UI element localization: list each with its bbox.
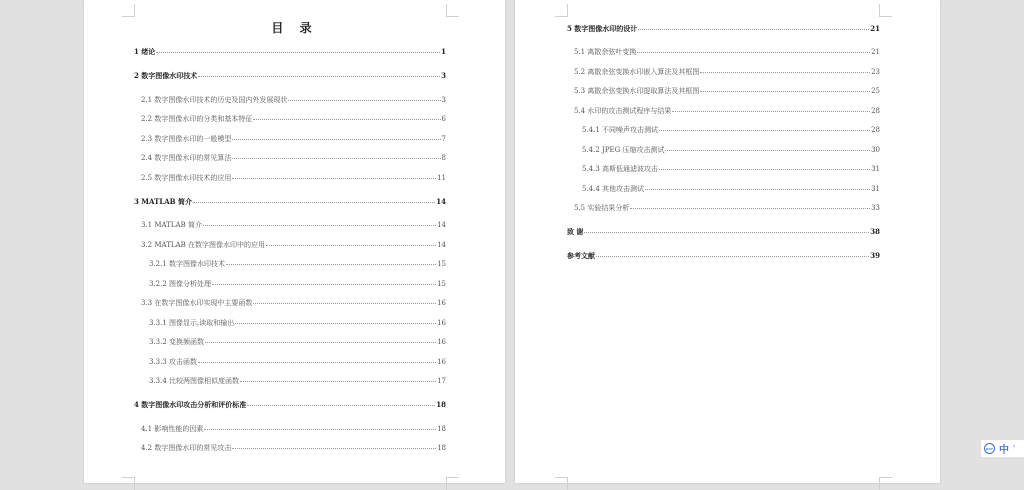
toc-entry-label: 3.3.4 比较两图像相似度函数 (149, 377, 240, 385)
toc-entry-label: 5.4.3 高斯低通滤波攻击 (582, 165, 659, 173)
toc-entry-label: 1 绪论 (134, 47, 156, 56)
toc-entry-page-number: 3 (441, 96, 446, 104)
margin-corner-mark (446, 477, 459, 490)
toc-entry-label: 2.5 数字图像水印技术的应用 (141, 174, 232, 182)
toc-entry[interactable] (567, 251, 880, 261)
document-page-1 (84, 0, 505, 483)
toc-entry-page-number: 16 (437, 338, 446, 346)
toc-entry-label: 4.2 数字图像水印的常见攻击 (141, 444, 232, 452)
toc-entry[interactable] (149, 279, 446, 289)
toc-entry-page-number: 3 (441, 71, 446, 80)
toc-entry[interactable] (574, 203, 880, 213)
toc-entry-label: 致 谢 (567, 227, 584, 236)
toc-dot-leader (584, 232, 869, 233)
toc-entry-page-number: 14 (437, 241, 446, 249)
toc-entry[interactable] (134, 197, 446, 207)
toc-entry-page-number: 31 (871, 185, 880, 193)
toc-entry[interactable] (149, 376, 446, 386)
toc-entry-label: 2 数字图像水印技术 (134, 71, 198, 80)
toc-dot-leader (700, 91, 870, 92)
toc-entry-label: 2.2 数字图像水印的分类和基本特征 (141, 115, 253, 123)
toc-entry-label: 3.3.3 攻击函数 (149, 358, 198, 366)
toc-entry-page-number: 16 (437, 319, 446, 327)
toc-entry-page-number: 14 (437, 221, 446, 229)
toc-dot-leader (596, 256, 869, 257)
toc-entry[interactable] (134, 400, 446, 410)
toc-entry-page-number: 7 (441, 135, 446, 143)
margin-corner-mark (879, 4, 892, 17)
toc-entry-page-number: 17 (437, 377, 446, 385)
toc-entry-label: 3.2.2 图像分析处理 (149, 280, 212, 288)
ime-logo-icon[interactable]: JIGY (984, 443, 995, 454)
toc-entry[interactable] (149, 337, 446, 347)
toc-entry-label: 3.3 在数字图像水印实现中主要函数 (141, 299, 253, 307)
toc-entry[interactable] (574, 67, 880, 77)
toc-dot-leader (193, 202, 435, 203)
toc-entry[interactable] (582, 145, 880, 155)
toc-entry-page-number: 18 (437, 444, 446, 452)
toc-entry-label: 5.1 离散余弦叶变换 (574, 48, 637, 56)
toc-entry-page-number: 25 (871, 87, 880, 95)
toc-dot-leader (240, 381, 436, 382)
toc-entry-label: 2.1 数字图像水印技术的历史及国内外发展现状 (141, 96, 288, 104)
toc-dot-leader (638, 29, 869, 30)
margin-corner-mark (555, 4, 568, 17)
toc-dot-leader (232, 158, 440, 159)
toc-entry[interactable] (149, 357, 446, 367)
margin-corner-mark (446, 4, 459, 17)
toc-entry[interactable] (149, 259, 446, 269)
toc-dot-leader (253, 303, 436, 304)
toc-entry-page-number: 33 (871, 204, 880, 212)
toc-entry[interactable] (141, 298, 446, 308)
toc-entry-page-number: 8 (441, 154, 446, 162)
ime-language-mode[interactable]: 中 (999, 445, 1009, 456)
toc-entry[interactable] (134, 71, 446, 81)
toc-entry-label: 4.1 影响性能的因素 (141, 425, 204, 433)
toc-dot-leader (659, 130, 870, 131)
toc-entry[interactable] (582, 164, 880, 174)
toc-entry-page-number: 16 (437, 299, 446, 307)
toc-dot-leader (204, 429, 436, 430)
toc-entry-page-number: 16 (437, 358, 446, 366)
toc-entry-label: 3.3.1 图像显示,读取和输出 (149, 319, 235, 327)
toc-title: 目 录 (271, 21, 318, 35)
toc-entry-label: 5.4.1 不同噪声攻击测试 (582, 126, 659, 134)
toc-entry[interactable] (582, 125, 880, 135)
toc-entry-label: 2.4 数字图像水印的常见算法 (141, 154, 232, 162)
margin-corner-mark (122, 4, 135, 17)
toc-dot-leader (637, 52, 870, 53)
toc-dot-leader (232, 178, 436, 179)
toc-dot-leader (232, 448, 436, 449)
toc-entry-label: 5.4.2 JPEG 压缩攻击测试 (582, 146, 665, 154)
toc-entry-label: 5.2 离散余弦变换水印嵌入算法及其框图 (574, 68, 700, 76)
toc-entry[interactable] (141, 173, 446, 183)
toc-entry[interactable] (574, 106, 880, 116)
toc-entry-page-number: 18 (436, 400, 446, 409)
toc-entry-label: 3.3.2 变换频函数 (149, 338, 205, 346)
toc-dot-leader (205, 342, 436, 343)
toc-entry-label: 5 数字图像水印的设计 (567, 24, 638, 33)
toc-entry-page-number: 39 (870, 251, 880, 260)
toc-entry-page-number: 21 (870, 24, 880, 33)
toc-entry-page-number: 15 (437, 260, 446, 268)
toc-entry-label: 2.3 数字图像水印的一般模型 (141, 135, 232, 143)
toc-entry-label: 5.4.4 其他攻击测试 (582, 185, 645, 193)
toc-entry-label: 3.2 MATLAB 在数字图像水印中的应用 (141, 241, 265, 249)
document-page-2 (515, 0, 940, 483)
toc-entry[interactable] (141, 153, 446, 163)
toc-entry-label: 5.5 实验结果分析 (574, 204, 630, 212)
toc-entry[interactable] (141, 114, 446, 124)
toc-dot-leader (672, 111, 870, 112)
toc-entry[interactable] (141, 134, 446, 144)
toc-entry-page-number: 14 (436, 197, 446, 206)
ime-toolbar[interactable] (981, 440, 1024, 457)
toc-dot-leader (700, 72, 870, 73)
toc-dot-leader (156, 52, 440, 53)
toc-entry[interactable] (582, 184, 880, 194)
toc-dot-leader (266, 245, 436, 246)
toc-dot-leader (235, 323, 436, 324)
toc-dot-leader (247, 405, 435, 406)
toc-dot-leader (288, 100, 440, 101)
toc-dot-leader (253, 119, 440, 120)
toc-entry-page-number: 38 (870, 227, 880, 236)
toc-entry[interactable] (567, 24, 880, 34)
margin-corner-mark (879, 477, 892, 490)
toc-entry-label: 3.1 MATLAB 简介 (141, 221, 202, 229)
toc-entry-label: 3.2.1 数字图像水印技术 (149, 260, 226, 268)
toc-dot-leader (226, 264, 436, 265)
toc-dot-leader (212, 284, 436, 285)
toc-dot-leader (665, 150, 870, 151)
toc-entry-page-number: 15 (437, 280, 446, 288)
toc-entry-page-number: 31 (871, 165, 880, 173)
toc-entry-label: 3 MATLAB 简介 (134, 197, 193, 206)
toc-dot-leader (630, 208, 870, 209)
toc-entry-page-number: 28 (871, 107, 880, 115)
toc-dot-leader (203, 225, 436, 226)
toc-entry-page-number: 23 (871, 68, 880, 76)
toc-entry-label: 5.3 离散余弦变换水印提取算法及其框图 (574, 87, 700, 95)
toc-dot-leader (198, 76, 440, 77)
ime-punctuation-mode[interactable]: ' (1013, 444, 1016, 453)
toc-entry-page-number: 1 (441, 47, 446, 56)
toc-entry[interactable] (141, 95, 446, 105)
toc-entry[interactable] (141, 424, 446, 434)
toc-entry-page-number: 30 (871, 146, 880, 154)
toc-dot-leader (232, 139, 440, 140)
toc-entry-page-number: 18 (437, 425, 446, 433)
toc-entry-label: 5.4 水印的攻击测试程序与结果 (574, 107, 672, 115)
toc-dot-leader (659, 169, 870, 170)
toc-entry-label: 4 数字图像水印攻击分析和评价标准 (134, 400, 247, 409)
toc-entry-page-number: 21 (871, 48, 880, 56)
margin-corner-mark (122, 477, 135, 490)
toc-entry[interactable] (141, 443, 446, 453)
toc-entry-page-number: 6 (441, 115, 446, 123)
toc-entry-page-number: 11 (437, 174, 446, 182)
toc-dot-leader (645, 189, 870, 190)
margin-corner-mark (555, 477, 568, 490)
toc-entry[interactable] (141, 240, 446, 250)
toc-dot-leader (198, 362, 436, 363)
toc-entry[interactable] (149, 318, 446, 328)
toc-entry[interactable] (141, 220, 446, 230)
toc-entry-label: 参考文献 (567, 251, 595, 260)
toc-entry[interactable] (134, 47, 446, 57)
toc-entry[interactable] (574, 47, 880, 57)
toc-entry[interactable] (574, 86, 880, 96)
toc-entry[interactable] (567, 227, 880, 237)
toc-entry-page-number: 28 (871, 126, 880, 134)
